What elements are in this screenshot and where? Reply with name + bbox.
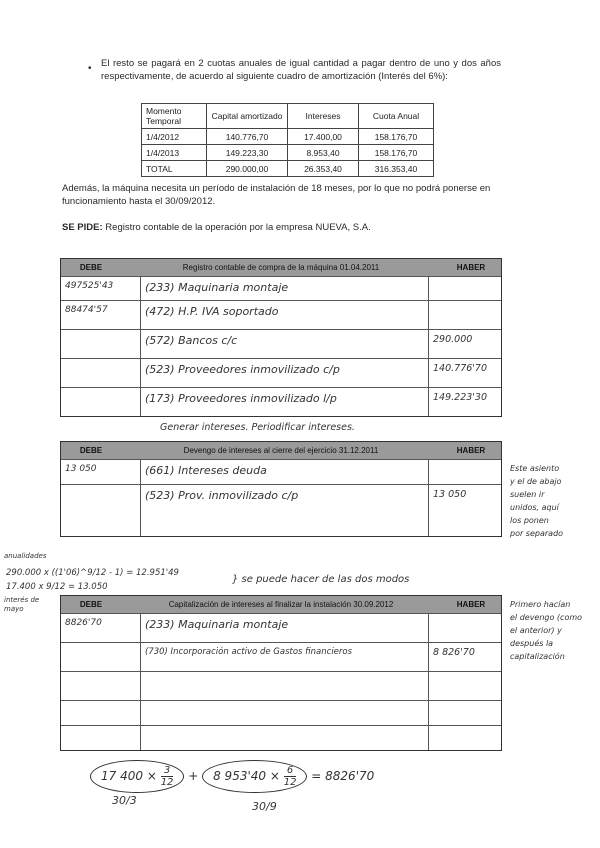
concept-cell (141, 726, 429, 750)
table-cell: 17.400,00 (288, 129, 359, 145)
debe-cell: 13 050 (61, 460, 141, 484)
table-row (61, 459, 501, 484)
table-row (61, 300, 501, 329)
debe-cell (61, 388, 141, 416)
ledger-header (61, 596, 501, 613)
concept-cell: (730) Incorporación activo de Gastos financieros (141, 643, 429, 671)
side-note-line: los ponen (510, 516, 549, 525)
debe-cell (61, 359, 141, 387)
debe-cell (61, 672, 141, 700)
side-note-line: unidos, aquí (510, 503, 559, 512)
table-row (142, 145, 434, 161)
table-cell: 290.000,00 (207, 161, 288, 177)
side-note-line: Primero hacían (510, 600, 571, 609)
calc-line-simple: 17.400 x 9/12 = 13.050 (6, 582, 108, 592)
haber-cell (429, 701, 501, 725)
table-row (61, 276, 501, 300)
debe-label: DEBE (79, 446, 103, 455)
side-note-capitalization (510, 598, 582, 663)
debe-label: DEBE (79, 600, 103, 609)
haber-cell (429, 277, 501, 300)
debe-cell (61, 485, 141, 536)
concept-cell: (523) Prov. inmovilizado c/p (141, 485, 429, 536)
table-cell: 158.176,70 (359, 129, 434, 145)
side-note-line: y el de abajo (510, 477, 562, 486)
header-capital: Capital amortizado (207, 104, 288, 129)
side-note-line: Este asiento (510, 464, 560, 473)
side-note-line: el devengo (como (510, 613, 583, 622)
ledger-header (61, 442, 501, 459)
table-cell: 1/4/2012 (142, 129, 207, 145)
debe-cell (61, 330, 141, 358)
formula-result: = 8826'70 (311, 769, 375, 783)
fraction-denominator: 12 (283, 777, 297, 788)
table-row (61, 700, 501, 725)
concept-cell: (661) Intereses deuda (141, 460, 429, 484)
formula-term-a: 17 400 × $\frac{3}{12}$ (90, 760, 184, 793)
se-pide-line (62, 221, 502, 234)
table-row (61, 387, 501, 416)
ledger-title: Registro contable de compra de la máquina 01.04.2011 (182, 263, 380, 272)
debe-cell (61, 726, 141, 750)
table-cell: 8.953,40 (288, 145, 359, 161)
haber-cell (429, 672, 501, 700)
installation-note: Además, la máquina necesita un período de instalación de 18 meses, por lo que no podrá ponerse en funcionamiento hasta el 30/09/2012. (62, 183, 491, 207)
calc-brace-note: } se puede hacer de las dos modos (232, 574, 410, 585)
table-row (61, 725, 501, 750)
fraction-numerator: 3 (161, 765, 174, 777)
ledger-title: Capitalización de intereses al finalizar la instalación 30.09.2012 (168, 600, 394, 609)
se-pide-label: SE PIDE: (62, 222, 103, 233)
haber-cell (429, 301, 501, 329)
fraction-numerator: 6 (284, 765, 297, 777)
table-row (61, 484, 501, 536)
amortization-table (141, 103, 434, 177)
concept-cell: (572) Bancos c/c (141, 330, 429, 358)
table-row (61, 671, 501, 700)
ledger-header (61, 259, 501, 276)
table-row (61, 642, 501, 671)
debe-cell: 88474'57 (61, 301, 141, 329)
haber-cell: 8 826'70 (433, 647, 475, 658)
header-intereses: Intereses (288, 104, 359, 129)
table-row (61, 613, 501, 642)
table-row (61, 329, 501, 358)
capitalization-formula: 17 400 × $\frac{3}{12}$ + 8 953'40 × $\frac{6}{12}$ = 8826'70 (90, 760, 374, 793)
formula-underbrace-a: 30/3 (112, 794, 137, 807)
concept-cell (141, 672, 429, 700)
side-note-line: por separado (510, 529, 564, 538)
se-pide-text: Registro contable de la operación por la empresa NUEVA, S.A. (105, 222, 371, 233)
formula-value: 17 400 (101, 769, 143, 783)
side-note-line: después la (510, 639, 554, 648)
side-note-line: el anterior) y (510, 626, 562, 635)
concept-cell: (173) Proveedores inmovilizado l/p (141, 388, 429, 416)
debe-cell (61, 701, 141, 725)
concept-cell: (472) H.P. IVA soportado (141, 301, 429, 329)
calc-label: anualidades (4, 552, 47, 560)
concept-cell: (233) Maquinaria montaje (141, 277, 429, 300)
table-cell: 140.776,70 (207, 129, 288, 145)
fraction (284, 765, 297, 788)
debe-cell: 8826'70 (61, 614, 141, 642)
concept-cell: (233) Maquinaria montaje (141, 614, 429, 642)
side-note-line: capitalización (510, 652, 565, 661)
formula-underbrace-b: 30/9 (252, 800, 277, 813)
table-cell: TOTAL (142, 161, 207, 177)
debe-label: DEBE (79, 263, 103, 272)
debe-cell (61, 643, 141, 671)
header-momento: Momento Temporal (142, 104, 207, 129)
concept-cell (141, 701, 429, 725)
fraction (161, 765, 174, 788)
haber-cell (429, 614, 501, 642)
haber-label: HABER (456, 446, 486, 455)
intro-paragraph: El resto se pagará en 2 cuotas anuales de igual cantidad a pagar dentro de uno y dos años respectivamente, de acuerdo al siguiente cuadro de amortización (Interés del 6%): (101, 58, 501, 82)
haber-label: HABER (456, 263, 486, 272)
haber-cell: 290.000 (433, 334, 473, 345)
haber-cell: 140.776'70 (433, 363, 487, 374)
table-header-row (142, 104, 434, 129)
calc-left-tag: interés de mayo (4, 596, 40, 613)
ledger-title: Devengo de intereses al cierre del ejercicio 31.12.2011 (183, 446, 379, 455)
table-row-total (142, 161, 434, 177)
formula-value: 8 953'40 (213, 769, 267, 783)
bullet-marker: • (88, 63, 92, 74)
side-note-accrual (510, 462, 563, 540)
calc-line-compound: 290.000 x ((1'06)^9/12 - 1) = 12.951'49 (6, 568, 179, 578)
formula-term-b: 8 953'40 × $\frac{6}{12}$ (202, 760, 307, 793)
journal-entry-interest-accrual (60, 441, 502, 537)
debe-cell: 497525'43 (61, 277, 141, 300)
haber-cell (429, 460, 501, 484)
table-row (61, 358, 501, 387)
haber-cell: 149.223'30 (433, 392, 487, 403)
concept-cell: (523) Proveedores inmovilizado c/p (141, 359, 429, 387)
haber-cell: 13 050 (433, 489, 467, 500)
table-cell: 26.353,40 (288, 161, 359, 177)
handwritten-annotation: Generar intereses. Periodificar intereses. (160, 422, 355, 433)
header-cuota: Cuota Anual (359, 104, 434, 129)
fraction-denominator: 12 (160, 777, 174, 788)
side-note-line: suelen ir (510, 490, 545, 499)
haber-label: HABER (456, 600, 486, 609)
table-cell: 158.176,70 (359, 145, 434, 161)
haber-cell (429, 726, 501, 750)
table-row (142, 129, 434, 145)
table-cell: 316.353,40 (359, 161, 434, 177)
table-cell: 149.223,30 (207, 145, 288, 161)
table-cell: 1/4/2013 (142, 145, 207, 161)
journal-entry-purchase (60, 258, 502, 417)
journal-entry-capitalization (60, 595, 502, 751)
